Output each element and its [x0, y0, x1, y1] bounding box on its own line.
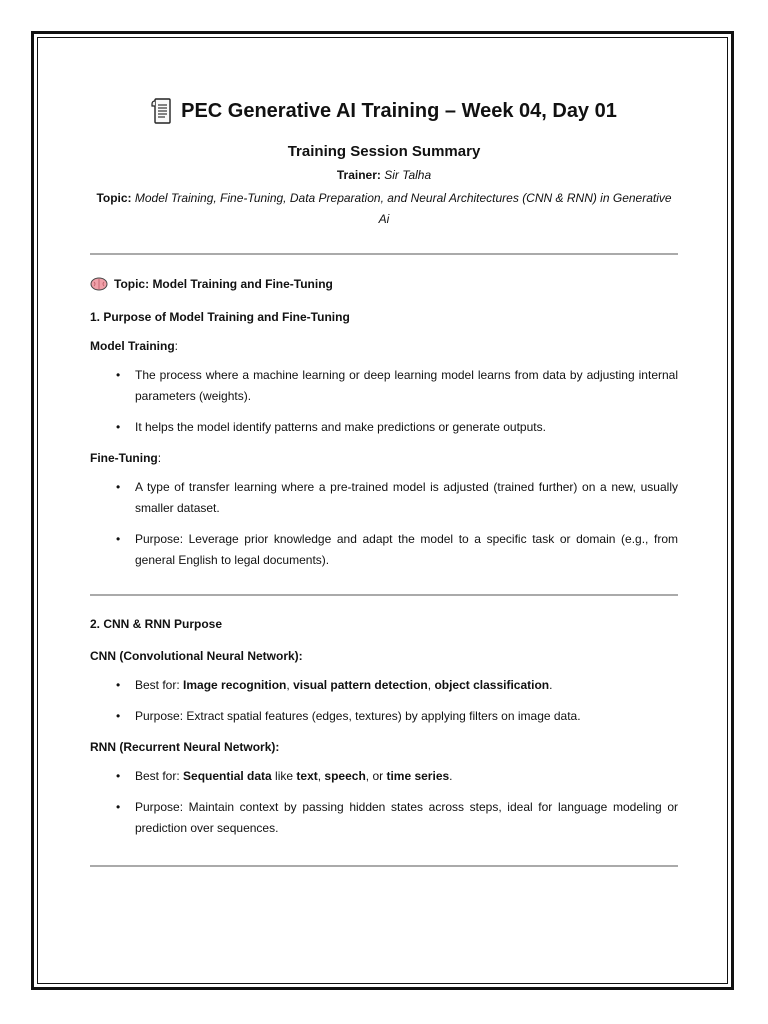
section2-heading: 2. CNN & RNN Purpose: [90, 617, 223, 631]
document-title: [90, 93, 678, 129]
separator: like: [271, 769, 297, 783]
cnn-term: Image recognition: [183, 678, 287, 692]
cnn-best-for-prefix: Best for:: [135, 678, 184, 692]
list-item: [90, 766, 678, 787]
cnn-term: object classification: [434, 678, 550, 692]
section-topic-heading-text: Topic: Model Training and Fine-Tuning: [114, 277, 333, 291]
separator: , or: [365, 769, 387, 783]
trainer-name: Sir Talha: [384, 168, 432, 182]
list-item: • It helps the model identify patterns and make predictions or generate outputs.: [90, 417, 678, 438]
rnn-term: text: [296, 769, 318, 783]
list-item: • Purpose: Leverage prior knowledge and adapt the model to a specific task or domain (e.g., from general English to legal documents).: [90, 529, 678, 571]
document-body: [90, 93, 678, 867]
list-item: • Purpose: Extract spatial features (edges, textures) by applying filters on image data.: [90, 706, 678, 727]
scroll-icon: [151, 97, 173, 125]
rnn-term: speech: [324, 769, 366, 783]
cnn-list: [90, 675, 678, 727]
rnn-best-for-prefix: Best for:: [135, 769, 184, 783]
cnn-term: visual pattern detection: [293, 678, 428, 692]
trainer-label: Trainer:: [336, 168, 381, 182]
fine-tuning-list: [90, 477, 678, 571]
list-item: • The process where a machine learning or deep learning model learns from data by adjusting internal parameters (weights).: [90, 365, 678, 407]
topic-line: [90, 188, 678, 230]
rnn-list: [90, 766, 678, 839]
list-item: • Purpose: Maintain context by passing hidden states across steps, ideal for language modeling or prediction over sequences.: [90, 797, 678, 839]
divider: [90, 253, 678, 255]
divider: [90, 594, 678, 596]
document-subtitle: Training Session Summary: [287, 143, 481, 160]
separator: .: [449, 769, 453, 783]
topic-text: Model Training, Fine-Tuning, Data Preparation, and Neural Architectures (CNN & RNN) in Generative Ai: [134, 191, 672, 226]
rnn-label: RNN (Recurrent Neural Network):: [90, 740, 280, 754]
brain-icon: [90, 277, 108, 291]
separator: ,: [317, 769, 325, 783]
topic-label: Topic:: [96, 191, 132, 205]
model-training-list: [90, 365, 678, 438]
separator: ,: [286, 678, 294, 692]
fine-tuning-label: Fine-Tuning:: [90, 451, 162, 465]
rnn-term: time series: [386, 769, 450, 783]
separator: ,: [427, 678, 435, 692]
cnn-label: CNN (Convolutional Neural Network):: [90, 649, 303, 663]
list-item: [90, 675, 678, 696]
list-item: • A type of transfer learning where a pre-trained model is adjusted (trained further) on a new, usually smaller dataset.: [90, 477, 678, 519]
trainer-line: [90, 167, 678, 183]
separator: .: [549, 678, 553, 692]
document-title-text: PEC Generative AI Training – Week 04, Day 01: [181, 100, 617, 122]
section1-heading: 1. Purpose of Model Training and Fine-Tuning: [90, 310, 350, 324]
rnn-term: Sequential data: [183, 769, 272, 783]
divider: [90, 865, 678, 867]
model-training-label: Model Training:: [90, 339, 179, 353]
fine-tuning-label-text: Fine-Tuning: [90, 451, 158, 465]
model-training-label-text: Model Training: [90, 339, 175, 353]
section-topic-heading: [90, 276, 678, 292]
